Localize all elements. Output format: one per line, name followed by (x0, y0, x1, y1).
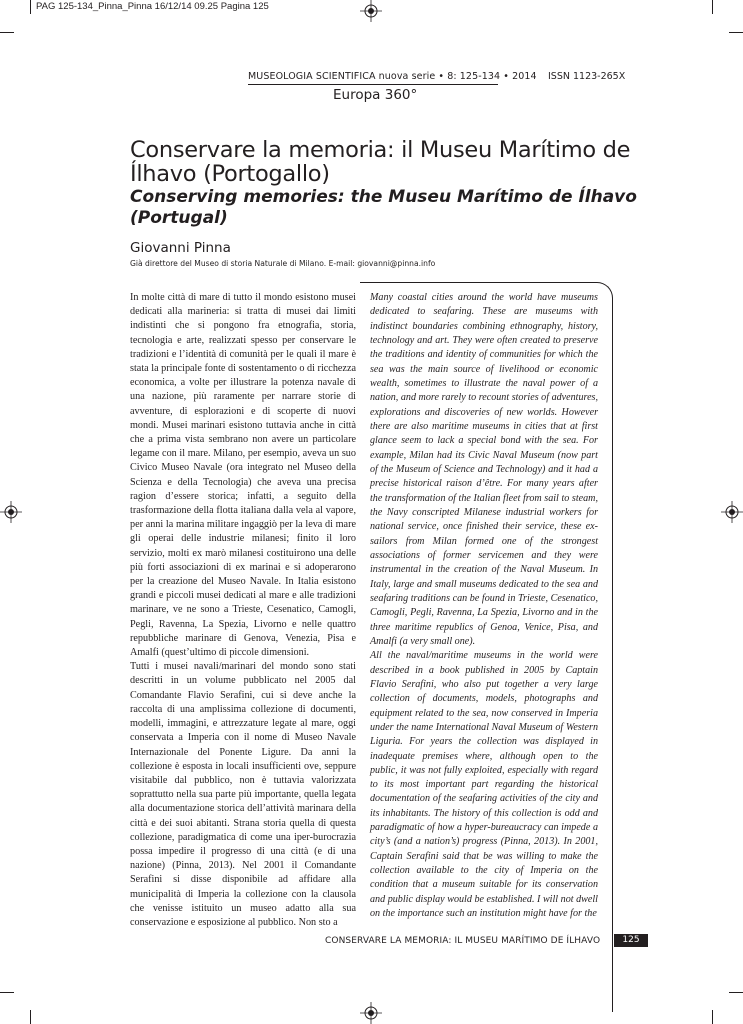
journal-rule (248, 84, 498, 85)
article-title-english: Conserving memories: the Museu Marítimo de Ílhavo (Portugal) (130, 187, 637, 228)
crop-mark (712, 1010, 713, 1024)
issn: ISSN 1123-265X (548, 71, 626, 82)
crop-mark (0, 32, 14, 33)
body-column-english (370, 291, 598, 921)
print-slug: PAG 125-134_Pinna_Pinna 16/12/14 09.25 Pagina 125 (36, 1, 269, 12)
crop-mark (30, 1010, 31, 1024)
section-label: Europa 360° (333, 87, 418, 103)
registration-mark-icon (360, 0, 382, 22)
body-column-italian (130, 291, 356, 930)
crop-mark (729, 992, 743, 993)
paragraph: All the naval/maritime museums in the world were described in a book published in 2005 by Captain Flavio Serafini, who also put together a very large collection of documents, models, photographs and equipment related to the sea, now conserved in Imperia under the name International Naval Museum of Western Liguria. For years the collection was displayed in inadequate premises where, although open to the public, it was not fully exploited, especially with regard to its most important part regarding the historical documentation of the seafaring activities of the city and its inhabitants. The history of this collection is odd and paradigmatic of how a hyper-bureaucracy can impede a city’s (and a nation’s) progress (Pinna, 2013). In 2001, Captain Serafini said that be was willing to make the collection available to the city of Imperia on the condition that a museum suitable for its conservation and public display would be established. I will not dwell on the importance such an institution might have for the (370, 650, 598, 920)
paragraph: Many coastal cities around the world have museums dedicated to seafaring. These are museums with indistinct boundaries combining ethnography, history, technology and art. They were often created to preserve the traditions and identity of communities for which the sea was the main source of livelihood or economic wealth, sometimes to illustrate the naval power of a nation, and more rarely to recount stories of adventures, explorations and discoveries of new worlds. However there are also maritime museums in cities that at first glance seem to lack a special bond with the sea. For example, Milan had its Civic Naval Museum (now part of the Museum of Science and Technology) and it had a precise historical raison d’être. For many years after the transformation of the Italian fleet from sail to steam, the Navy conscripted Milanese industrial workers for national service, once finished their service, these ex-sailors from Milan formed one of the strongest associations of former servicemen and they were instrumental in the creation of the Naval Museum. In Italy, large and small museums dedicated to the sea and seafaring traditions can be found in Trieste, Cesenatico, Camogli, Pegli, Ravenna, La Spezia, Livorno and in the three maritime republics of Genoa, Venice, Pisa, and Amalfi (a very small one). (370, 292, 598, 647)
journal-citation: MUSEOLOGIA SCIENTIFICA nuova serie • 8: 125-134 • 2014 (248, 71, 537, 82)
author-name: Giovanni Pinna (130, 240, 231, 256)
registration-mark-icon (0, 501, 22, 523)
running-title: CONSERVARE LA MEMORIA: IL MUSEU MARÍTIMO DE ÍLHAVO (325, 936, 601, 946)
crop-mark (0, 992, 14, 993)
paragraph: In molte città di mare di tutto il mondo esistono musei dedicati alla marineria: si tratta di musei dai limiti indistinti che si pongono fra etnografia, storia, tecnologia e arte, realizzati spesso per conservare le tradizioni e l’identità di comunità per le quali il mare è stata la principale fonte di sostentamento o di ricchezza economica, a volte per illustrare la potenza navale di una nazione, più raramente per narrare storie di avventure, di esplorazioni e di scoperte di nuovi mondi. Musei marinari esistono tuttavia anche in città che a prima vista sembrano non avere un particolare legame con il mare. Milano, per esempio, aveva un suo Civico Museo Navale (ora integrato nel Museo della Scienza e della Tecnologia) che aveva una precisa ragion d’essere storica; infatti, a seguito della trasformazione della flotta italiana dalla vela al vapore, per anni la marina militare ingaggiò per la leva di mare gli operai delle industrie milanesi; finito il loro servizio, molti ex marò milanesi costituirono una delle più forti associazioni di ex marinai e si adoperarono per la creazione del Museo Navale. In Italia esistono grandi e piccoli musei dedicati al mare e alle tradizioni marinare, ve ne sono a Trieste, Cesenatico, Camogli, Pegli, Ravenna, La Spezia, Livorno e nelle quattro repubbliche marinare di Genova, Venezia, Pisa e Amalfi (quest’ultimo di piccole dimensioni. (130, 292, 356, 659)
crop-mark (712, 0, 713, 14)
paragraph: Tutti i musei navali/marinari del mondo sono stati descritti in un volume pubblicato nel 2005 dal Comandante Flavio Serafini, cui si deve anche la raccolta di una amplissima collezione di documenti, modelli, immagini, e attrezzature legate al mare, oggi conservata a Imperia con il nome di Museo Navale Internazionale del Ponente Ligure. Da anni la collezione è esposta in locali insufficienti ove, seppure visitabile dal pubblico, non è tuttavia valorizzata soprattutto nella sua parte più importante, quella legata alla documentazione storica dell’attività marinara della città e dei suoi abitanti. Strana storia quella di questa collezione, paradigmatica di come una iper-burocrazia possa impedire il progresso di una città (e di una nazione) (Pinna, 2013). Nel 2001 il Comandante Serafini si disse disponibile ad affidare alla municipalità di Imperia la collezione con la clausola che venisse istituito un museo adatto alla sua conservazione e esposizione al pubblico. Non sto a (130, 661, 356, 928)
registration-mark-icon (721, 501, 743, 523)
crop-mark (729, 32, 743, 33)
author-affiliation: Già direttore del Museo di storia Naturale di Milano. E-mail: giovanni@pinna.info (130, 259, 436, 268)
article-title-italian: Conservare la memoria: il Museu Marítimo de Ílhavo (Portogallo) (130, 137, 631, 187)
page-number: 125 (614, 934, 648, 947)
crop-mark (30, 0, 31, 14)
